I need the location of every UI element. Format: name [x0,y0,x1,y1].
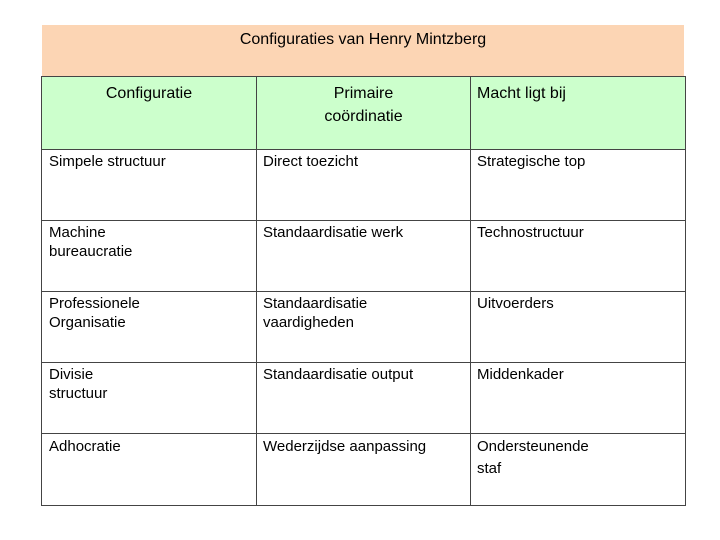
mintzberg-table [41,76,686,506]
cell-text: Standaardisatie werk [263,224,404,241]
cell-configuratie [42,434,257,506]
header-primaire-coordinatie [257,77,471,150]
header-macht [471,77,686,150]
cell-text: Ondersteunende [477,438,589,455]
cell-coordinatie [257,150,471,221]
table-row [42,434,686,506]
cell-text: Organisatie [49,314,126,331]
cell-macht [471,221,686,292]
cell-text: staf [477,460,502,477]
header-row [42,77,686,150]
cell-configuratie [42,292,257,363]
cell-coordinatie [257,292,471,363]
cell-configuratie [42,363,257,434]
header-configuratie [42,77,257,150]
header-configuratie-label: Configuratie [105,85,193,102]
cell-coordinatie [257,434,471,506]
cell-coordinatie [257,363,471,434]
cell-text: Middenkader [477,366,564,383]
cell-text: Adhocratie [49,438,121,455]
cell-text: Divisie [49,366,94,383]
cell-text: Professionele [49,295,140,312]
table-row [42,363,686,434]
cell-text: Strategische top [477,153,586,170]
title-bar [42,25,684,76]
cell-configuratie [42,150,257,221]
table-row [42,150,686,221]
cell-text: Uitvoerders [477,295,554,312]
cell-text: Standaardisatie output [263,366,414,383]
cell-text: bureaucratie [49,243,133,260]
cell-text: Direct toezicht [263,153,359,170]
cell-text: Standaardisatie [263,295,368,312]
cell-macht [471,363,686,434]
table-body [42,150,686,506]
cell-text: Machine [49,224,106,241]
cell-coordinatie [257,221,471,292]
header-coordinatie-line1: Primaire [333,85,394,102]
cell-text: Wederzijdse aanpassing [263,438,427,455]
cell-macht [471,292,686,363]
cell-text: Technostructuur [477,224,584,241]
cell-text: Simpele structuur [49,153,166,170]
cell-text: structuur [49,385,108,402]
cell-configuratie [42,221,257,292]
header-macht-label: Macht ligt bij [477,85,566,102]
header-coordinatie-line2: coördinatie [324,108,403,125]
page-title: Configuraties van Henry Mintzberg [239,31,487,48]
table-row [42,292,686,363]
cell-text: vaardigheden [263,314,354,331]
table-row [42,221,686,292]
cell-macht [471,434,686,506]
cell-macht [471,150,686,221]
table-header [42,77,686,150]
